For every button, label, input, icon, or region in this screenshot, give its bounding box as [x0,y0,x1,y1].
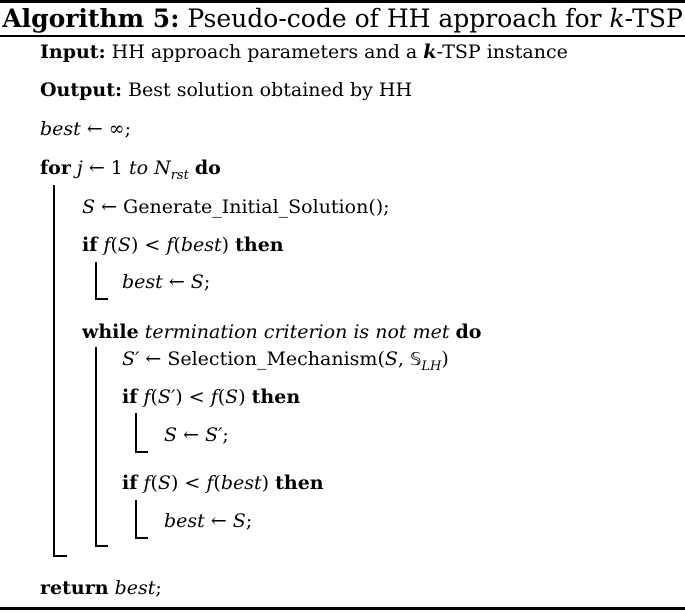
for-block-vbar [53,185,55,556]
if3-f1: f [143,472,151,494]
input-text-post: -TSP instance [436,41,568,63]
if3-close2: ) [261,472,270,494]
assign1-best: best [122,271,163,293]
output-line [40,78,412,102]
if2-f1: f [143,386,151,408]
if3-mid: ) < [170,472,207,494]
if1-S: S [117,234,131,256]
if2-line [122,385,300,409]
input-text-pre: HH approach parameters and a [111,41,424,63]
header-rule [0,35,685,37]
init-best: best [40,118,81,140]
assign2-S: S [164,424,178,446]
for-j: j [76,157,83,179]
init-line [40,117,131,141]
for-block-hbar [53,555,67,557]
for-N: N [154,157,171,179]
for-do: do [194,157,221,179]
if3-block-vbar [135,500,137,539]
sel-close: ) [441,348,449,370]
while-line [82,320,481,344]
if2-close2: ) [238,386,246,408]
selection-line [122,347,449,372]
assign1-S: S [190,271,204,293]
if1-open2: ( [173,234,181,256]
if1-f1: f [103,234,111,256]
for-N-sub: rst [170,168,189,183]
title-k: k [609,4,625,33]
return-line [40,576,162,600]
for-keyword: for [40,157,71,179]
init-rest: ← ∞; [80,118,132,140]
sel-S-prime: S′ [122,348,140,370]
if3-line [122,471,324,495]
title-text-pre: Pseudo-code of HH approach for [187,4,610,33]
if2-f2: f [210,386,218,408]
output-text: Best solution obtained by HH [128,79,413,101]
for-to: to [128,157,149,179]
if2-mid: ) < [175,386,211,408]
if3-block-hbar [135,537,148,539]
sel-set-sub: LH [421,359,442,374]
input-label: Input: [40,41,106,63]
assign3-arrow: ← [204,510,233,532]
while-block-vbar [95,347,97,547]
assign3-S: S [232,510,246,532]
if3-open1: ( [150,472,158,494]
if1-block-vbar [95,262,97,300]
assign3-line [164,509,252,533]
assign1-arrow: ← [162,271,191,293]
if1-best: best [180,234,222,256]
generate-line [82,195,390,219]
return-best: best [114,577,156,599]
if2-S: S [225,386,239,408]
if1-f2: f [166,234,174,256]
if1-then: then [235,234,284,256]
sel-rest: ← Selection_Mechanism( [139,348,385,370]
algorithm-title [0,2,685,35]
while-keyword: while [82,321,139,343]
output-label: Output: [40,79,123,101]
if3-then: then [275,472,324,494]
if3-best: best [220,472,262,494]
while-condition: termination criterion is not met [144,321,450,343]
assign2-end: ; [222,424,229,446]
assign2-S-prime: S′ [205,424,223,446]
sel-S: S [384,348,398,370]
return-keyword: return [40,577,109,599]
if1-keyword: if [82,234,98,256]
while-do: do [455,321,482,343]
gen-rest: ← Generate_Initial_Solution(); [95,196,390,218]
assign3-end: ; [245,510,253,532]
gen-S: S [82,196,96,218]
if3-S: S [157,472,171,494]
if2-open2: ( [217,386,226,408]
if3-open2: ( [213,472,221,494]
assign2-line [164,423,229,447]
if1-block-hbar [95,298,108,300]
return-end: ; [155,577,162,599]
if3-keyword: if [122,472,138,494]
if2-then: then [251,386,301,408]
if2-block-hbar [135,451,148,453]
input-line [40,40,568,64]
if1-line [82,233,284,257]
if2-S-prime: S′ [157,386,176,408]
assign3-best: best [164,510,205,532]
if1-close2: ) [221,234,230,256]
if2-block-vbar [135,413,137,453]
if3-f2: f [206,472,214,494]
sel-set: 𝕊 [409,349,422,370]
title-text-post: -TSP [624,4,683,33]
if2-keyword: if [122,386,138,408]
while-block-hbar [95,545,108,547]
assign1-line [122,270,210,294]
for-assign: ← 1 [82,157,129,179]
for-line [40,156,221,183]
sel-comma: , [397,348,410,370]
assign1-end: ; [203,271,211,293]
algorithm-label: Algorithm 5: [2,4,180,33]
input-k: k [423,41,437,63]
bottom-rule [0,607,685,610]
assign2-arrow: ← [177,424,206,446]
if1-mid: ) < [130,234,167,256]
if2-open1: ( [150,386,158,408]
if1-open1: ( [110,234,118,256]
